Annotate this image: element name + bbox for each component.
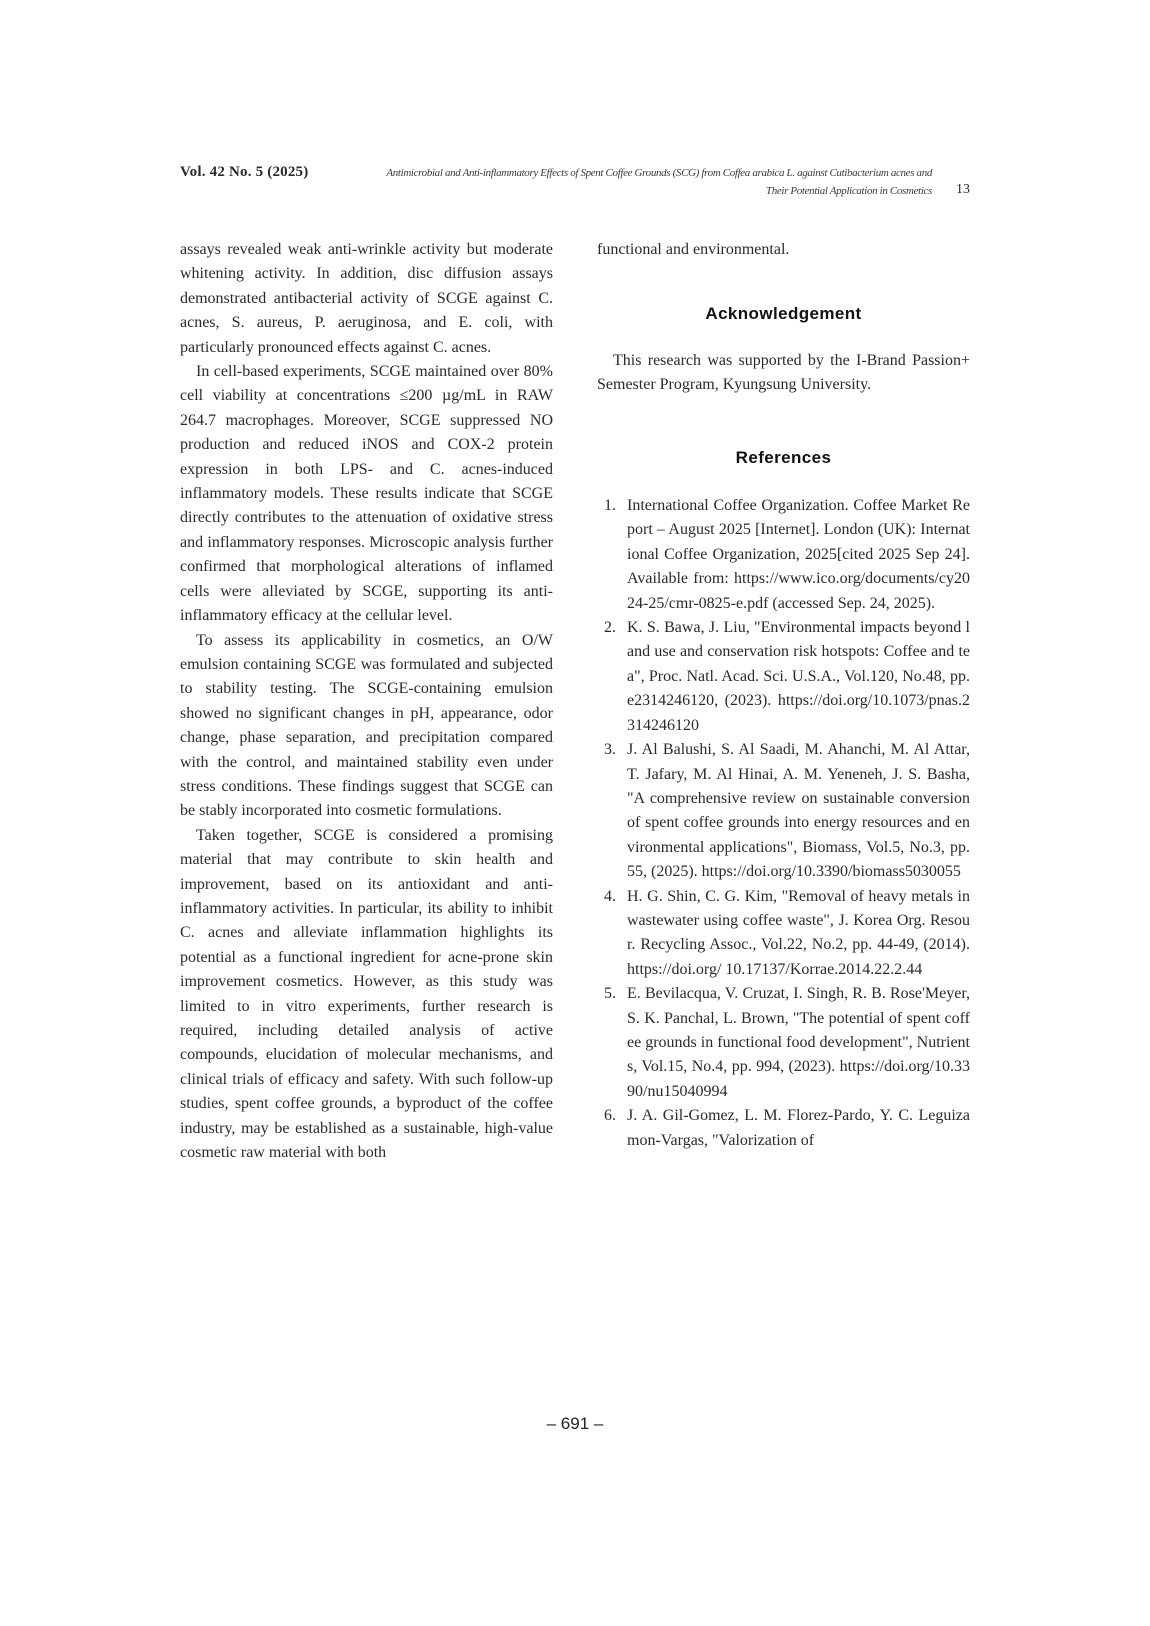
- acknowledgement-text: This research was supported by the I-Brand Passion+ Semester Program, Kyungsung University.: [597, 351, 970, 394]
- reference-item: [597, 1104, 970, 1153]
- reference-text: K. S. Bawa, J. Liu, "Environmental impacts beyond land use and conservation risk hotspots: Coffee and tea", Proc. Natl. Acad. Sci. U.S.A., Vol.120, No.48, pp. e2314246120, (2023). https://doi.org/10.1073/pnas.2314246120: [627, 619, 970, 734]
- footer-page-number: – 691 –: [546, 1414, 604, 1433]
- reference-number: 6.: [604, 1107, 616, 1125]
- reference-text: J. A. Gil-Gomez, L. M. Florez-Pardo, Y. C. Leguizamon-Vargas, "Valorization of: [627, 1107, 970, 1149]
- continuation-text: functional and environmental.: [597, 241, 790, 258]
- header-page-number: 13: [956, 182, 970, 197]
- reference-text: International Coffee Organization. Coffee Market Report – August 2025 [Internet]. London (UK): International Coffee Organization, 2025[cited 2025 Sep 24]. Available from: https://www.ico.org/documents/cy2024-25/cmr-0825-e.pdf (accessed Sep. 24, 2025).: [627, 497, 970, 612]
- reference-item: [597, 616, 970, 738]
- running-title: [372, 164, 932, 200]
- reference-text: H. G. Shin, C. G. Kim, "Removal of heavy metals in wastewater using coffee waste", J. Korea Org. Resour. Recycling Assoc., Vol.22, No.2, pp. 44-49, (2014). https://doi.org/ 10.17137/Korrae.2014.22.2.44: [627, 887, 970, 978]
- reference-number: 5.: [604, 985, 616, 1003]
- reference-number: 1.: [604, 497, 616, 515]
- reference-item: [597, 885, 970, 983]
- running-title-line-1: Antimicrobial and Anti-inflammatory Effects of Spent Coffee Grounds (SCG) from Coffea arabica L. against Cutibacterium acnes and: [386, 167, 932, 179]
- running-header: [180, 158, 970, 202]
- reference-item: [597, 494, 970, 616]
- paragraph-2: In cell-based experiments, SCGE maintained over 80% cell viability at concentrations ≤200 µg/mL in RAW 264.7 macrophages. Moreover, SCGE suppressed NO production and reduced iNOS and COX-2 protein expression in both LPS- and C. acnes-induced inflammatory models. These results indicate that SCGE directly contributes to the attenuation of oxidative stress and inflammatory responses. Microscopic analysis further confirmed that morphological alterations of inflamed cells were alleviated by SCGE, supporting its anti-inflammatory efficacy at the cellular level.: [180, 363, 553, 625]
- paragraph-4: Taken together, SCGE is considered a promising material that may contribute to skin health and improvement, based on its antioxidant and anti-inflammatory activities. In particular, its ability to inhibit C. acnes and alleviate inflammation highlights its potential as a functional ingredient for acne-prone skin improvement cosmetics. However, as this study was limited to in vitro experiments, further research is required, including detailed analysis of active compounds, elucidation of molecular mechanisms, and clinical trials of efficacy and safety. With such follow-up studies, spent coffee grounds, a byproduct of the coffee industry, may be established as a sustainable, high-value cosmetic raw material with both: [180, 826, 553, 1162]
- reference-number: 4.: [604, 887, 616, 905]
- left-column: [180, 238, 553, 1165]
- paragraph-1: assays revealed weak anti-wrinkle activity but moderate whitening activity. In addition, disc diffusion assays demonstrated antibacterial activity of SCGE against C. acnes, S. aureus, P. aeruginosa, and E. coli, with particularly pronounced effects against C. acnes.: [180, 241, 553, 356]
- reference-number: 3.: [604, 741, 616, 759]
- running-title-line-2: Their Potential Application in Cosmetics: [765, 185, 932, 197]
- reference-list: [597, 494, 970, 1153]
- acknowledgement-heading: Acknowledgement: [705, 304, 862, 324]
- reference-text: J. Al Balushi, S. Al Saadi, M. Ahanchi, M. Al Attar, T. Jafary, M. Al Hinai, A. M. Yeneneh, J. S. Basha, "A comprehensive review on sustainable conversion of spent coffee grounds into energy resources and environmental applications", Biomass, Vol.5, No.3, pp. 55, (2025). https://doi.org/10.3390/biomass5030055: [627, 741, 970, 881]
- journal-volume: Vol. 42 No. 5 (2025): [180, 164, 309, 180]
- right-column: [597, 238, 970, 1153]
- reference-text: E. Bevilacqua, V. Cruzat, I. Singh, R. B. Rose'Meyer, S. K. Panchal, L. Brown, "The potential of spent coffee grounds in functional food development", Nutrients, Vol.15, No.4, pp. 994, (2023). https://doi.org/10.3390/nu15040994: [627, 985, 970, 1100]
- reference-number: 2.: [604, 619, 616, 637]
- reference-item: [597, 982, 970, 1104]
- references-heading: References: [735, 447, 832, 467]
- paragraph-3: To assess its applicability in cosmetics, an O/W emulsion containing SCGE was formulated and subjected to stability testing. The SCGE-containing emulsion showed no significant changes in pH, appearance, odor change, phase separation, and precipitation compared with the control, and maintained stability even under stress conditions. These findings suggest that SCGE can be stably incorporated into cosmetic formulations.: [180, 631, 553, 820]
- reference-item: [597, 738, 970, 884]
